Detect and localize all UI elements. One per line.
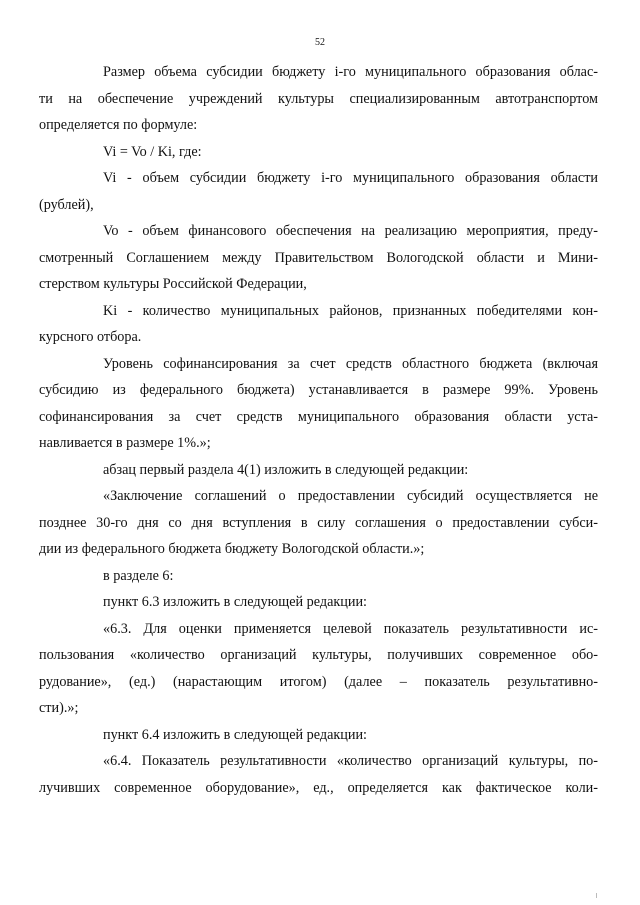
document-body <box>39 59 598 801</box>
formula-line: Vi = Vo / Ki, где: <box>103 143 202 160</box>
text-line: пользования «количество организаций культуры, получивших современное обо- <box>39 647 598 663</box>
text-line: пункт 6.3 изложить в следующей редакции: <box>103 594 367 610</box>
paragraph-vo-definition <box>39 218 598 298</box>
text-line: позднее 30-го дня со дня вступления в силу соглашения о предоставлении субси- <box>39 514 598 531</box>
text-line: стерством культуры Российской Федерации, <box>39 276 307 292</box>
text-line: (рублей), <box>39 196 94 213</box>
text-line: Размер объема субсидии бюджету i-го муниципального образования облас- <box>103 64 598 80</box>
scan-mark <box>596 893 597 898</box>
text-line: софинансирования за счет средств муниципального образования области уста- <box>39 408 598 425</box>
paragraph-section-6 <box>103 563 598 590</box>
paragraph-subsidy-size <box>39 59 598 139</box>
text-line: абзац первый раздела 4(1) изложить в следующей редакции: <box>103 461 469 478</box>
text-line: пункт 6.4 изложить в следующей редакции: <box>103 726 367 743</box>
text-line: дии из федерального бюджета бюджету Вологодской области.»; <box>39 541 425 557</box>
text-line: сти).»; <box>39 700 79 716</box>
text-line: «6.3. Для оценки применяется целевой показатель результативности ис- <box>103 620 598 637</box>
text-line: курсного отбора. <box>39 329 142 345</box>
paragraph-item-6-3-intro <box>103 589 598 616</box>
paragraph-item-6-3 <box>39 616 598 722</box>
text-line: ти на обеспечение учреждений культуры специализированным автотранспортом <box>39 90 598 107</box>
paragraph-item-6-4 <box>39 748 598 801</box>
text-line: в разделе 6: <box>103 567 174 584</box>
paragraph-vi-definition <box>39 165 598 218</box>
paragraph-ki-definition <box>39 298 598 351</box>
paragraph-section-4-1 <box>103 457 598 484</box>
text-line: лучивших современное оборудование», ед., определяется как фактическое коли- <box>39 779 598 796</box>
text-line: рудование», (ед.) (нарастающим итогом) (далее – показатель результативно- <box>39 673 598 690</box>
text-line: Vo - объем финансового обеспечения на реализацию мероприятия, преду- <box>103 223 598 239</box>
text-line: субсидию из федерального бюджета) устанавливается в размере 99%. Уровень <box>39 382 598 398</box>
formula <box>103 139 598 166</box>
paragraph-cofinancing <box>39 351 598 457</box>
text-line: Vi - объем субсидии бюджету i-го муниципального образования области <box>103 170 598 186</box>
page-number: 52 <box>315 37 325 48</box>
text-line: Ki - количество муниципальных районов, признанных победителями кон- <box>103 302 598 319</box>
paragraph-agreements <box>39 483 598 563</box>
text-line: смотренный Соглашением между Правительством Вологодской области и Мини- <box>39 249 598 266</box>
text-line: определяется по формуле: <box>39 117 198 133</box>
paragraph-item-6-4-intro <box>103 722 598 749</box>
text-line: «Заключение соглашений о предоставлении субсидий осуществляется не <box>103 488 598 504</box>
text-line: «6.4. Показатель результативности «количество организаций культуры, по- <box>103 753 598 769</box>
text-line: Уровень софинансирования за счет средств областного бюджета (включая <box>103 355 598 372</box>
text-line: навливается в размере 1%.»; <box>39 435 211 451</box>
